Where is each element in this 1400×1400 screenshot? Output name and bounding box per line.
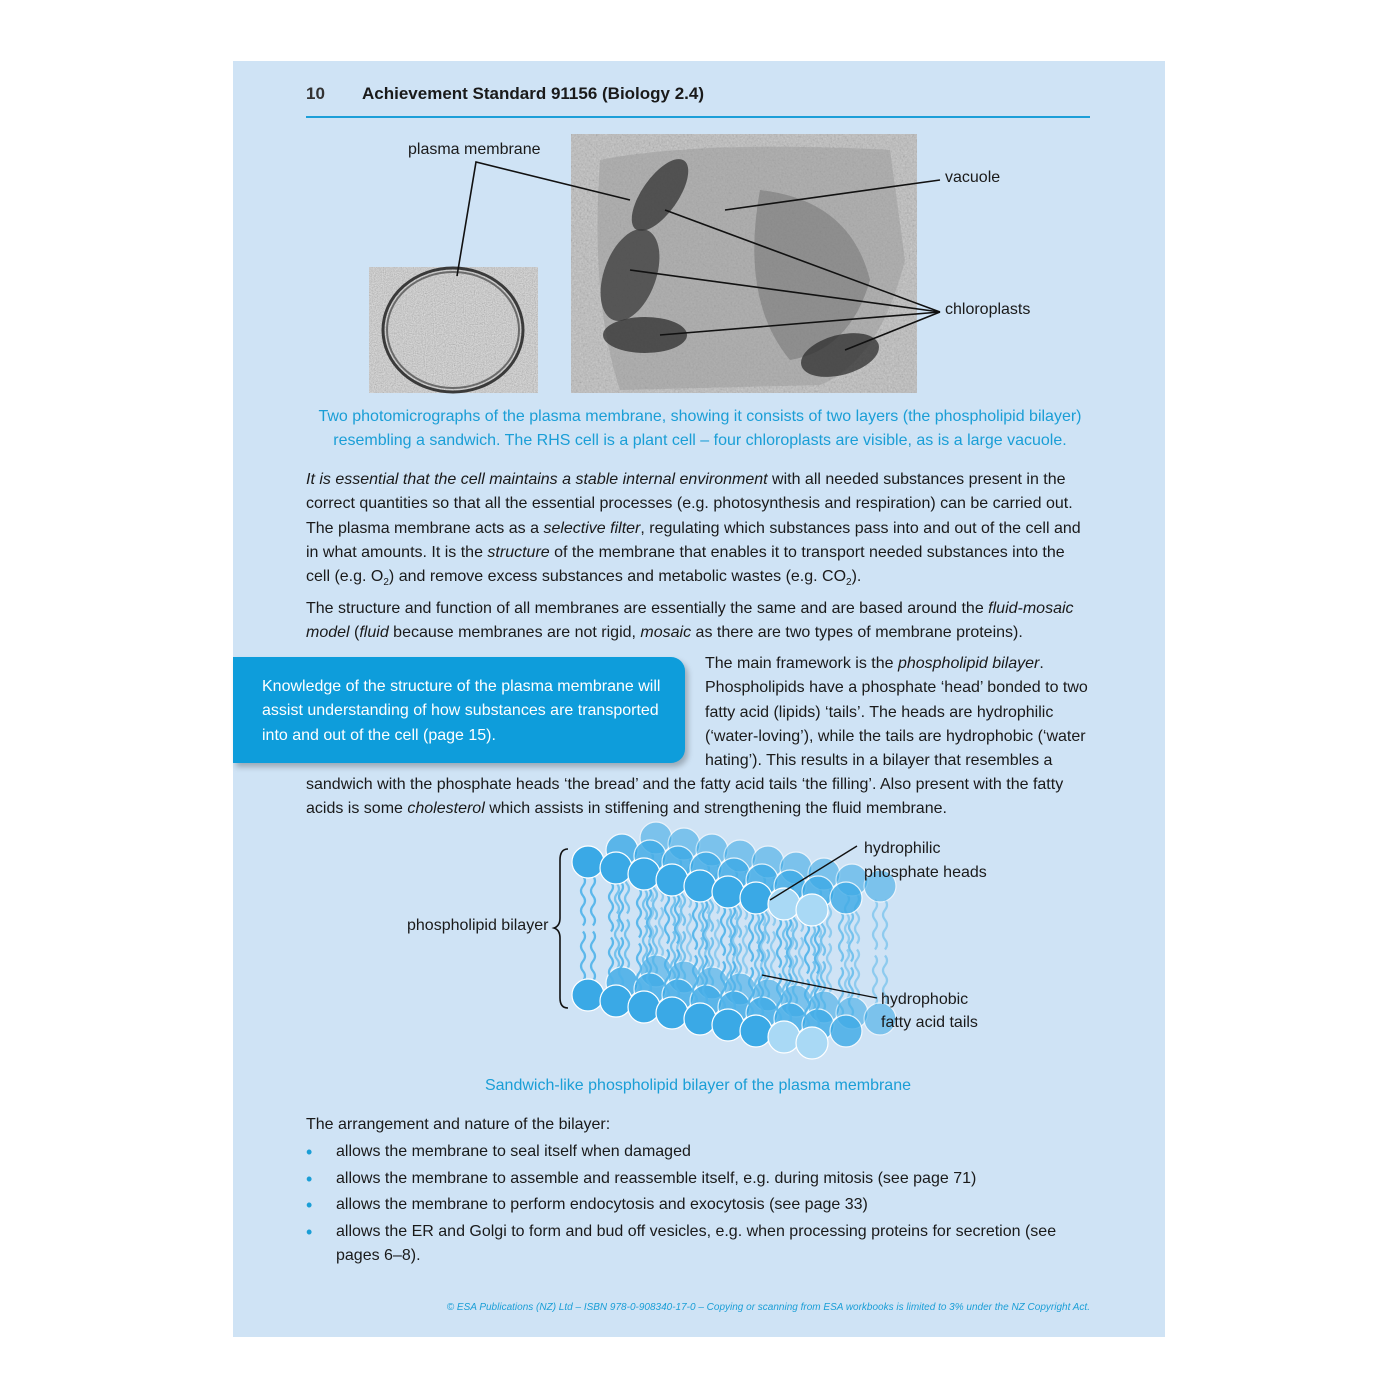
fatty-acid-tail	[805, 924, 809, 974]
phosphate-head	[830, 1015, 862, 1047]
list-item: • allows the membrane to seal itself when damaged	[306, 1140, 1066, 1165]
fatty-acid-tail	[715, 920, 719, 970]
fatty-acid-tail	[827, 944, 831, 994]
fatty-acid-tail	[693, 900, 697, 950]
fatty-acid-tail	[777, 918, 781, 968]
phosphate-head	[628, 858, 660, 890]
list-item: • allows the membrane to assemble and reassemble itself, e.g. during mitosis (see page 71)	[306, 1167, 1066, 1192]
phosphate-head	[572, 846, 604, 878]
callout-text: Knowledge of the structure of the plasma membrane will assist understanding of how substances are transported into and out of the cell (page 15).	[262, 678, 661, 744]
label-chloroplasts: chloroplasts	[945, 301, 1031, 318]
phosphate-head	[796, 894, 828, 926]
phosphate-head	[712, 1009, 744, 1041]
fatty-acid-tail	[581, 876, 585, 926]
list-item: • allows the ER and Golgi to form and bud off vesicles, e.g. when processing proteins for secretion (see pages 6–8).	[306, 1220, 1066, 1269]
fatty-acid-tail	[637, 888, 641, 938]
fatty-acid-tail	[799, 938, 803, 988]
fatty-acid-tail	[581, 932, 585, 982]
paragraph-fluid-mosaic: The structure and function of all membranes are essentially the same and are based around the fluid-mosaic model (fluid because membranes are not rigid, mosaic as there are two types of membrane proteins).	[306, 600, 1074, 642]
label-phospholipid-bilayer: phospholipid bilayer	[407, 917, 549, 934]
figure1-caption: Two photomicrographs of the plasma membrane, showing it consists of two layers (the phospholipid bilayer) resembling a sandwich. The RHS cell is a plant cell – four chloroplasts are visible, as is a large vacuole.	[318, 408, 1082, 449]
phosphate-head	[740, 882, 772, 914]
fatty-acid-tail	[591, 932, 595, 982]
copyright-footer: © ESA Publications (NZ) Ltd – ISBN 978-0-908340-17-0 – Copying or scanning from ESA workbooks is limited to 3% under the NZ Copyright Act.	[446, 1302, 1090, 1313]
fatty-acid-tail	[721, 906, 725, 956]
fatty-acid-tail	[591, 876, 595, 926]
phosphate-head	[830, 882, 862, 914]
fatty-acid-tail	[659, 908, 663, 958]
paragraph-framework-continued: sandwich with the phosphate heads ‘the bread’ and the fatty acid tails ‘the filling’. Also present with the fatty acids is some cholesterol which assists in stiffening and strengthening the fluid membrane.	[306, 776, 1064, 818]
bilayer-brace	[554, 849, 568, 1008]
fatty-acid-tail	[687, 914, 691, 964]
fatty-acid-tail	[873, 900, 877, 950]
paragraph-framework: The main framework is the phospholipid bilayer. Phospholipids have a phosphate ‘head’ bonded to two fatty acid (lipids) ‘tails’. The heads are hydrophilic (‘water-loving’), while the tails are hydrophobic (‘water hating’). This results in a bilayer that resembles a	[705, 655, 1088, 770]
label-hydrophobic-tails: hydrophobic fatty acid tails	[881, 991, 978, 1031]
fatty-acid-tail	[771, 932, 775, 982]
phosphate-head	[768, 888, 800, 920]
phosphate-head	[712, 876, 744, 908]
phosphate-head	[684, 1003, 716, 1035]
phosphate-head	[656, 864, 688, 896]
fatty-acid-tail	[839, 912, 843, 962]
fatty-acid-tail	[749, 912, 753, 962]
fatty-acid-tail	[615, 920, 619, 970]
page-title: Achievement Standard 91156 (Biology 2.4)	[362, 84, 705, 103]
phosphate-head	[628, 991, 660, 1023]
fatty-acid-tail	[743, 926, 747, 976]
phosphate-head	[740, 1015, 772, 1047]
list-intro: The arrangement and nature of the bilayer:	[306, 1116, 611, 1133]
phosphate-head	[572, 979, 604, 1011]
phosphate-head	[600, 985, 632, 1017]
figure2-caption: Sandwich-like phospholipid bilayer of the plasma membrane	[484, 1077, 911, 1094]
fatty-acid-tail	[855, 950, 859, 1000]
label-hydrophilic-heads: hydrophilic phosphate heads	[864, 840, 987, 881]
fatty-acid-tail	[609, 882, 613, 932]
list-item: • allows the membrane to perform endocytosis and exocytosis (see page 33)	[306, 1193, 1066, 1218]
phosphate-head	[768, 1021, 800, 1053]
paragraph-stable-environment: It is essential that the cell maintains a stable internal environment with all needed substances present in the correct quantities so that all the essential processes (e.g. photosynthesis and respiration) can be carried out. The plasma membrane acts as a selective filter, regulating which substances pass into and out of the cell and in what amounts. It is the structure of the membrane that enables it to transport needed substances into the cell (e.g. $O_2$) and remove excess substances and metabolic wastes (e.g. $CO_2$).	[306, 471, 1081, 589]
phosphate-head	[684, 870, 716, 902]
phosphate-head	[656, 997, 688, 1029]
fatty-acid-tail	[625, 920, 629, 970]
fatty-acid-tail	[883, 900, 887, 950]
bilayer-properties-list	[306, 1140, 1066, 1271]
phosphate-head	[796, 1027, 828, 1059]
phosphate-head	[600, 852, 632, 884]
fatty-acid-tail	[665, 894, 669, 944]
page-number: 10	[306, 84, 325, 103]
label-vacuole: vacuole	[945, 169, 1001, 186]
label-plasma-membrane: plasma membrane	[408, 141, 541, 158]
